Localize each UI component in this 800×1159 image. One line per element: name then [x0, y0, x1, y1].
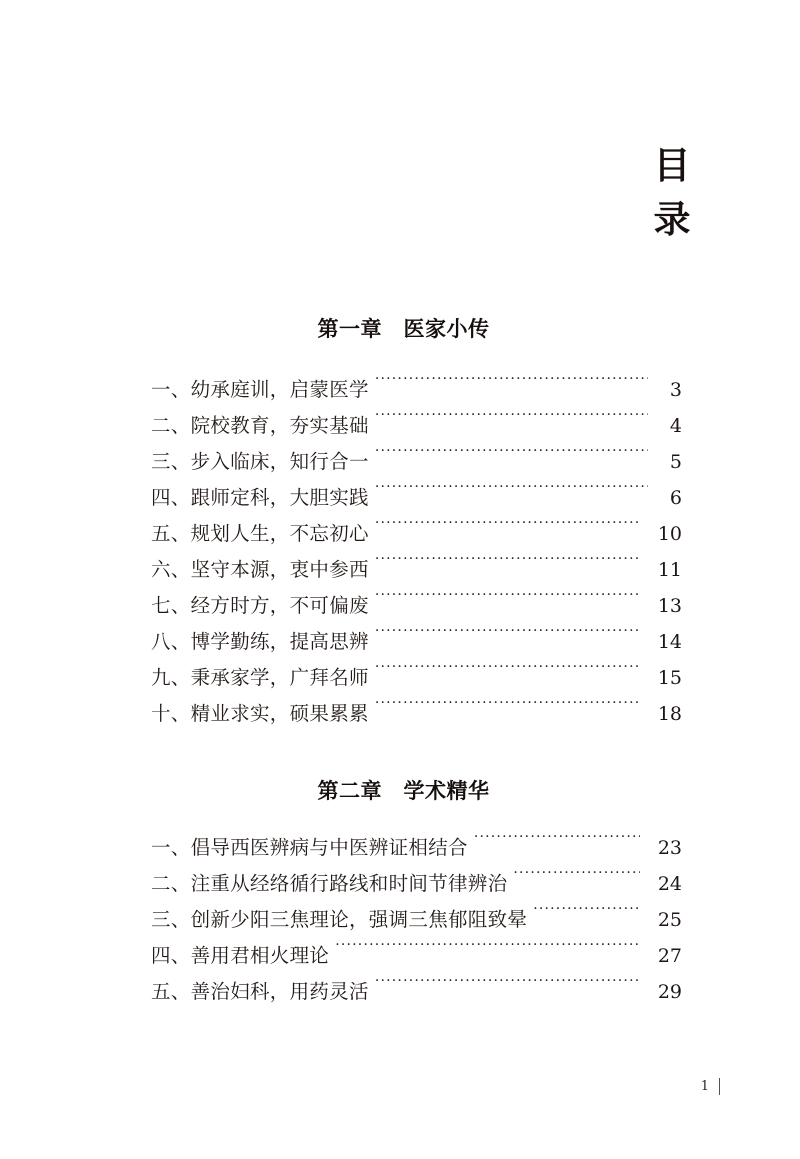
- toc-entry-label: 五、善治妇科，用药灵活: [151, 980, 369, 1003]
- toc-entry-label: 四、跟师定科，大胆实践: [151, 486, 369, 509]
- toc-leader-dots: [474, 833, 640, 853]
- toc-entry-label: 六、坚守本源，衷中参西: [151, 558, 369, 581]
- toc-entry-label: 二、注重从经络循行路线和时间节律辨治: [151, 872, 508, 895]
- toc-leader-dots: [533, 905, 640, 925]
- toc-leader-dots: [375, 483, 648, 503]
- toc-entry[interactable]: [151, 830, 682, 866]
- chapter-heading-2: 第二章 学术精华: [317, 778, 490, 803]
- toc-entry[interactable]: [151, 624, 682, 660]
- toc-leader-dots: [375, 447, 648, 467]
- toc-entry-label: 一、幼承庭训，启蒙医学: [151, 378, 369, 401]
- toc-entry[interactable]: [151, 588, 682, 624]
- toc-leader-dots: [375, 663, 640, 683]
- chapter-heading-1: 第一章 医家小传: [317, 316, 490, 341]
- toc-entry[interactable]: [151, 866, 682, 902]
- toc-entry-label: 十、精业求实，硕果累累: [151, 702, 369, 725]
- toc-entry[interactable]: [151, 408, 682, 444]
- toc-entry-page: 3: [669, 379, 682, 401]
- toc-entry[interactable]: [151, 516, 682, 552]
- toc-entry-label: 九、秉承家学，广拜名师: [151, 666, 369, 689]
- toc-entry-label: 二、院校教育，夯实基础: [151, 414, 369, 437]
- toc-entry-page: 24: [657, 873, 682, 895]
- toc-leader-dots: [375, 977, 640, 997]
- toc-entry[interactable]: [151, 480, 682, 516]
- toc-entry-page: 23: [657, 837, 682, 859]
- page-title-glyph-1: 目: [653, 143, 691, 187]
- toc-entry-page: 13: [657, 595, 682, 617]
- toc-entry-page: 14: [657, 631, 682, 653]
- toc-entry[interactable]: [151, 938, 682, 974]
- toc-entry-page: 5: [669, 451, 682, 473]
- toc-leader-dots: [375, 519, 640, 539]
- toc-entry-label: 七、经方时方，不可偏废: [151, 594, 369, 617]
- toc-entry[interactable]: [151, 660, 682, 696]
- toc-entry[interactable]: [151, 552, 682, 588]
- page-title: [642, 138, 702, 246]
- toc-leader-dots: [375, 555, 640, 575]
- toc-leader-dots: [375, 627, 640, 647]
- toc-leader-dots: [375, 411, 648, 431]
- toc-entry[interactable]: [151, 696, 682, 732]
- toc-entry-label: 三、创新少阳三焦理论，强调三焦郁阻致晕: [151, 908, 528, 931]
- toc-entry[interactable]: [151, 974, 682, 1010]
- toc-entry-page: 4: [669, 415, 682, 437]
- toc-entry-label: 五、规划人生，不忘初心: [151, 522, 369, 545]
- folio-rule-icon: [719, 1078, 720, 1095]
- toc-entry-page: 25: [657, 909, 682, 931]
- toc-entry-page: 10: [657, 523, 682, 545]
- toc-entry-page: 11: [657, 559, 682, 581]
- toc-entry-label: 四、善用君相火理论: [151, 944, 330, 967]
- toc-entry-label: 一、倡导西医辨病与中医辨证相结合: [151, 836, 468, 859]
- toc-leader-dots: [375, 699, 640, 719]
- folio-number: 1: [700, 1079, 709, 1094]
- toc-entry[interactable]: [151, 372, 682, 408]
- toc-leader-dots: [513, 869, 640, 889]
- page-footer-folio: [701, 1078, 720, 1095]
- toc-entry-label: 三、步入临床，知行合一: [151, 450, 369, 473]
- toc-entry-page: 15: [657, 667, 682, 689]
- toc-entry-page: 27: [657, 945, 682, 967]
- toc-entry[interactable]: [151, 444, 682, 480]
- toc-leader-dots: [375, 375, 648, 395]
- toc-leader-dots: [375, 591, 640, 611]
- toc-entry-page: 18: [657, 703, 682, 725]
- toc-leader-dots: [335, 941, 640, 961]
- page-title-glyph-2: 录: [653, 197, 691, 241]
- toc-body: [151, 312, 682, 1010]
- toc-entry-page: 29: [657, 981, 682, 1003]
- toc-entry-page: 6: [669, 487, 682, 509]
- toc-entry[interactable]: [151, 902, 682, 938]
- toc-entry-label: 八、博学勤练，提高思辨: [151, 630, 369, 653]
